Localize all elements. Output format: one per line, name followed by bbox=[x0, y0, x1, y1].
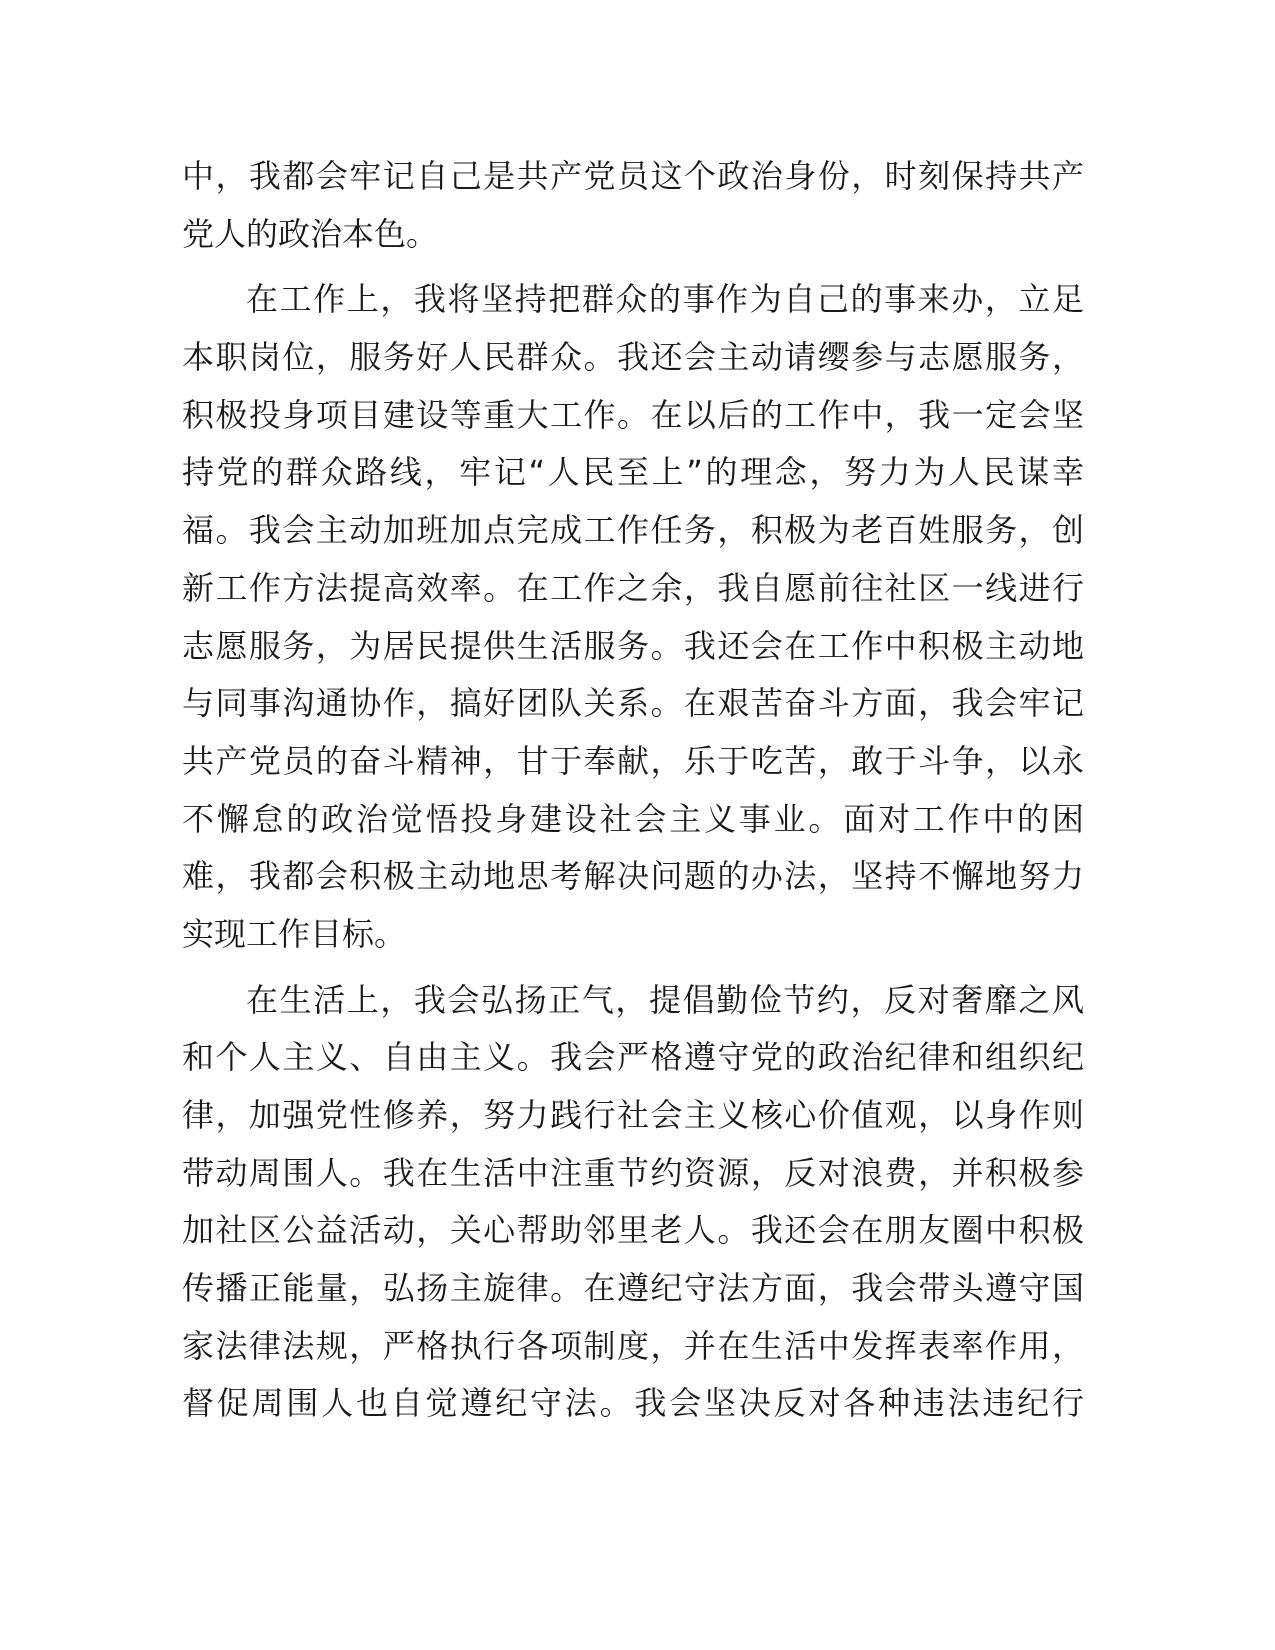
paragraph-3 bbox=[182, 972, 1084, 1434]
text-line: 加社区公益活动，关心帮助邻里老人。我还会在朋友圈中积极 bbox=[182, 1211, 1084, 1250]
text-line: 带动周围人。我在生活中注重节约资源，反对浪费，并积极参 bbox=[182, 1153, 1084, 1192]
text-line: 志愿服务，为居民提供生活服务。我还会在工作中积极主动地 bbox=[182, 626, 1084, 665]
paragraph-1 bbox=[182, 148, 1084, 263]
text-line: 难，我都会积极主动地思考解决问题的办法，坚持不懈地努力 bbox=[182, 857, 1084, 896]
text-line: 与同事沟通协作，搞好团队关系。在艰苦奋斗方面，我会牢记 bbox=[182, 684, 1084, 723]
text-line: 家法律法规，严格执行各项制度，并在生活中发挥表率作用， bbox=[182, 1326, 1084, 1365]
text-line: 党人的政治本色。 bbox=[182, 214, 439, 253]
text-line: 新工作方法提高效率。在工作之余，我自愿前往社区一线进行 bbox=[182, 568, 1084, 607]
paragraph-2 bbox=[182, 271, 1084, 963]
paragraph-spacer bbox=[182, 964, 1084, 972]
text-line-indented: 在工作上，我将坚持把群众的事作为自己的事来办，立足 bbox=[246, 280, 1084, 319]
text-line: 传播正能量，弘扬主旋律。在遵纪守法方面，我会带头遵守国 bbox=[182, 1269, 1084, 1308]
text-line: 不懈怠的政治觉悟投身建设社会主义事业。面对工作中的困 bbox=[182, 799, 1084, 838]
text-line: 福。我会主动加班加点完成工作任务，积极为老百姓服务，创 bbox=[182, 511, 1084, 550]
text-line: 中，我都会牢记自己是共产党员这个政治身份，时刻保持共产 bbox=[182, 157, 1084, 195]
text-line-indented: 在生活上，我会弘扬正气，提倡勤俭节约，反对奢靡之风 bbox=[246, 980, 1084, 1019]
text-line: 律，加强党性修养，努力践行社会主义核心价值观，以身作则 bbox=[182, 1096, 1084, 1134]
text-line: 督促周围人也自觉遵纪守法。我会坚决反对各种违法违纪行 bbox=[182, 1384, 1084, 1423]
text-line: 和个人主义、自由主义。我会严格遵守党的政治纪律和组织纪 bbox=[182, 1038, 1084, 1077]
text-line: 共产党员的奋斗精神，甘于奉献，乐于吃苦，敢于斗争，以永 bbox=[182, 741, 1084, 780]
text-line: 实现工作目标。 bbox=[182, 914, 407, 953]
text-line: 积极投身项目建设等重大工作。在以后的工作中，我一定会坚 bbox=[182, 395, 1084, 434]
text-line: 本职岗位，服务好人民群众。我还会主动请缨参与志愿服务， bbox=[182, 338, 1084, 377]
paragraph-spacer bbox=[182, 263, 1084, 271]
text-line: 持党的群众路线，牢记“人民至上”的理念，努力为人民谋幸 bbox=[182, 453, 1084, 492]
document-body bbox=[182, 148, 1084, 1433]
